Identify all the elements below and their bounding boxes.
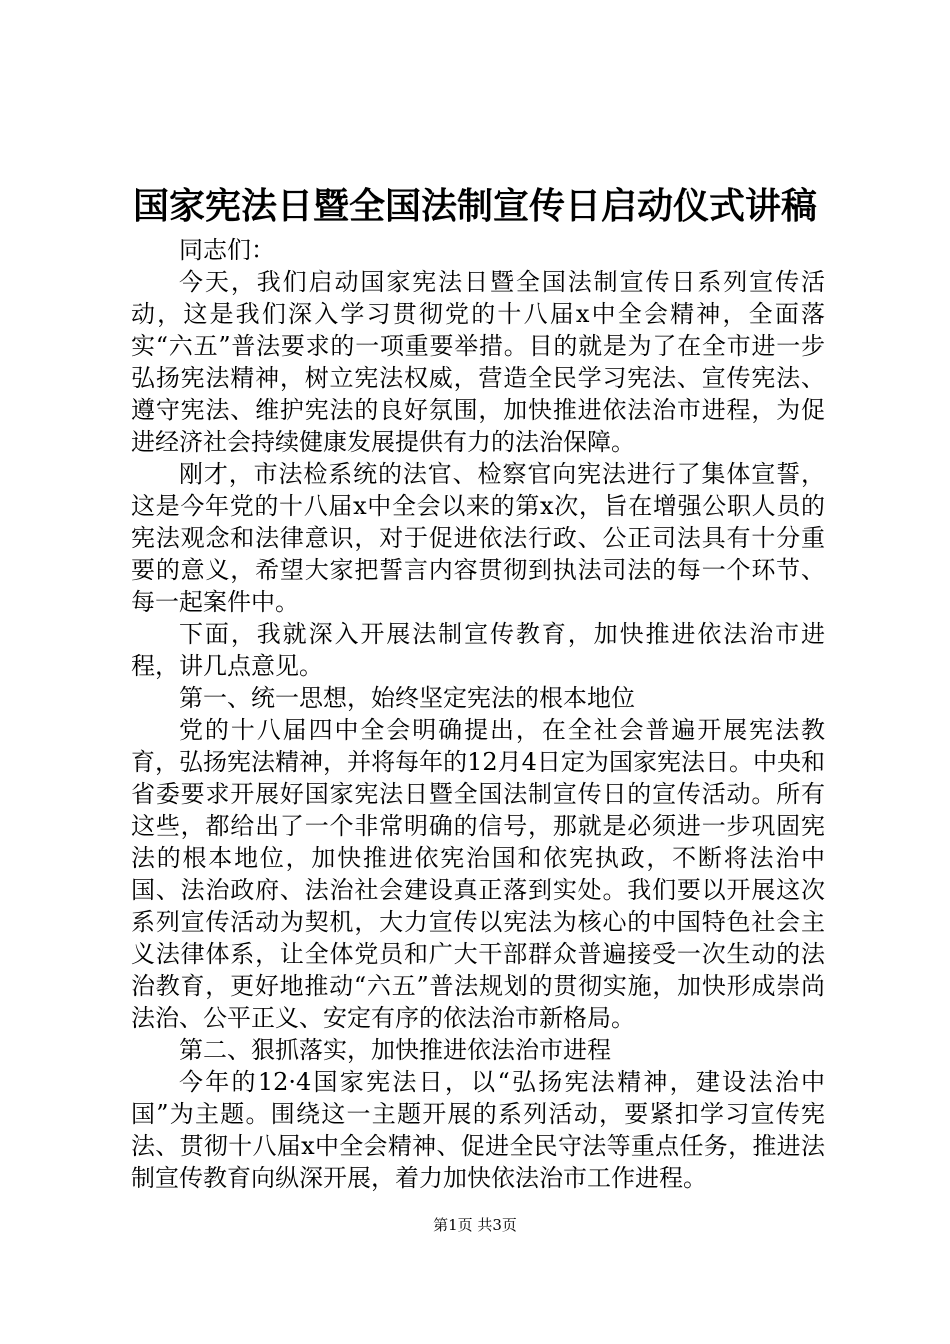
paragraph-section-2: 今年的12·4国家宪法日，以“弘扬宪法精神，建设法治中国”为主题。围绕这一主题开展的系列活动，要紧扣学习宣传宪法、贯彻十八届x中全会精神、促进全民守法等重点任务，推进法制宣传教育向纵深开展，着力加快依法治市工作进程。 (131, 1068, 825, 1192)
paragraph-intro: 今天，我们启动国家宪法日暨全国法制宣传日系列宣传活动，这是我们深入学习贯彻党的十八届x中全会精神，全面落实“六五”普法要求的一项重要举措。目的就是为了在全市进一步弘扬宪法精神，树立宪法权威，营造全民学习宪法、宣传宪法、遵守宪法、维护宪法的良好氛围，加快推进依法治市进程，为促进经济社会持续健康发展提供有力的法治保障。 (131, 268, 825, 456)
section-heading-1: 第一、统一思想，始终坚定宪法的根本地位 (179, 684, 635, 712)
paragraph-transition: 下面，我就深入开展法制宣传教育，加快推进依法治市进程，讲几点意见。 (131, 620, 825, 680)
paragraph-oath: 刚才，市法检系统的法官、检察官向宪法进行了集体宣誓，这是今年党的十八届x中全会以来的第x次，旨在增强公职人员的宪法观念和法律意识，对于促进依法行政、公正司法具有十分重要的意义，希望大家把誓言内容贯彻到执法司法的每一个环节、每一起案件中。 (131, 460, 825, 616)
paragraph-greeting: 同志们： (179, 236, 275, 264)
document-body (131, 234, 825, 1194)
page-footer (0, 1215, 950, 1235)
section-heading-2: 第二、狠抓落实，加快推进依法治市进程 (179, 1036, 611, 1064)
document-title: 国家宪法日暨全国法制宣传日启动仪式讲稿 (132, 185, 817, 227)
page-number-label: 第1页 共3页 (433, 1216, 517, 1234)
paragraph-section-1: 党的十八届四中全会明确提出，在全社会普遍开展宪法教育，弘扬宪法精神，并将每年的12月4日定为国家宪法日。中央和省委要求开展好国家宪法日暨全国法制宣传日的宣传活动。所有这些，都给出了一个非常明确的信号，那就是必须进一步巩固宪法的根本地位，加快推进依宪治国和依宪执政，不断将法治中国、法治政府、法治社会建设真正落到实处。我们要以开展这次系列宣传活动为契机，大力宣传以宪法为核心的中国特色社会主义法律体系，让全体党员和广大干部群众普遍接受一次生动的法治教育，更好地推动“六五”普法规划的贯彻实施，加快形成崇尚法治、公平正义、安定有序的依法治市新格局。 (131, 716, 825, 1032)
